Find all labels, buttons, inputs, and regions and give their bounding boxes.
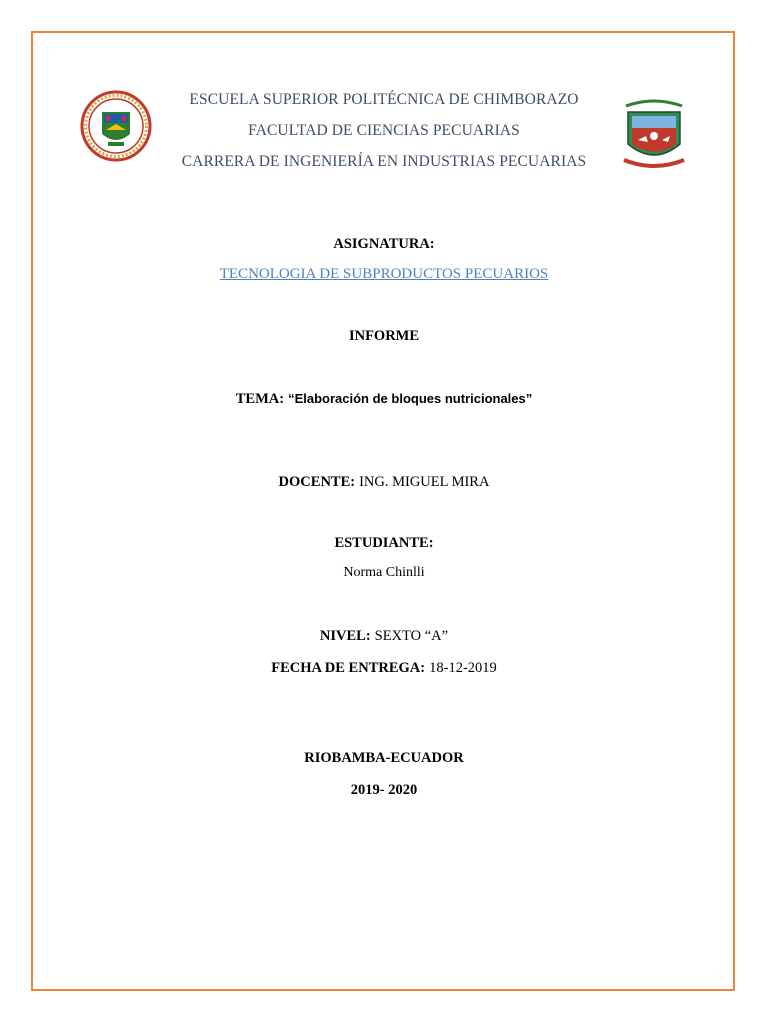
academic-period: 2019- 2020	[350, 782, 418, 798]
student-label: ESTUDIANTE:	[334, 535, 434, 551]
subject-link[interactable]: TECNOLOGIA DE SUBPRODUCTOS PECUARIOS	[219, 266, 549, 282]
student-value: Norma Chinlli	[343, 565, 425, 580]
due-date-value: 18-12-2019	[429, 660, 497, 676]
page-border	[31, 31, 735, 991]
report-title: INFORME	[348, 328, 420, 344]
topic-value: “Elaboración de bloques nutricionales”	[288, 391, 533, 406]
topic-line	[0, 390, 768, 408]
subject-label: ASIGNATURA:	[333, 236, 435, 252]
place: RIOBAMBA-ECUADOR	[304, 750, 464, 766]
due-date-label: FECHA DE ENTREGA:	[271, 660, 426, 676]
level-label: NIVEL:	[319, 628, 371, 644]
teacher-value: ING. MIGUEL MIRA	[359, 474, 490, 490]
institution-name: ESCUELA SUPERIOR POLITÉCNICA DE CHIMBORAZO	[189, 91, 579, 108]
level-value: SEXTO “A”	[374, 628, 449, 644]
teacher-line	[0, 473, 768, 491]
topic-label: TEMA:	[235, 391, 285, 407]
teacher-label: DOCENTE:	[278, 474, 356, 490]
career-name: CARRERA DE INGENIERÍA EN INDUSTRIAS PECUARIAS	[181, 153, 587, 170]
due-date-line	[0, 659, 768, 677]
level-line	[0, 627, 768, 645]
faculty-name: FACULTAD DE CIENCIAS PECUARIAS	[248, 122, 520, 139]
